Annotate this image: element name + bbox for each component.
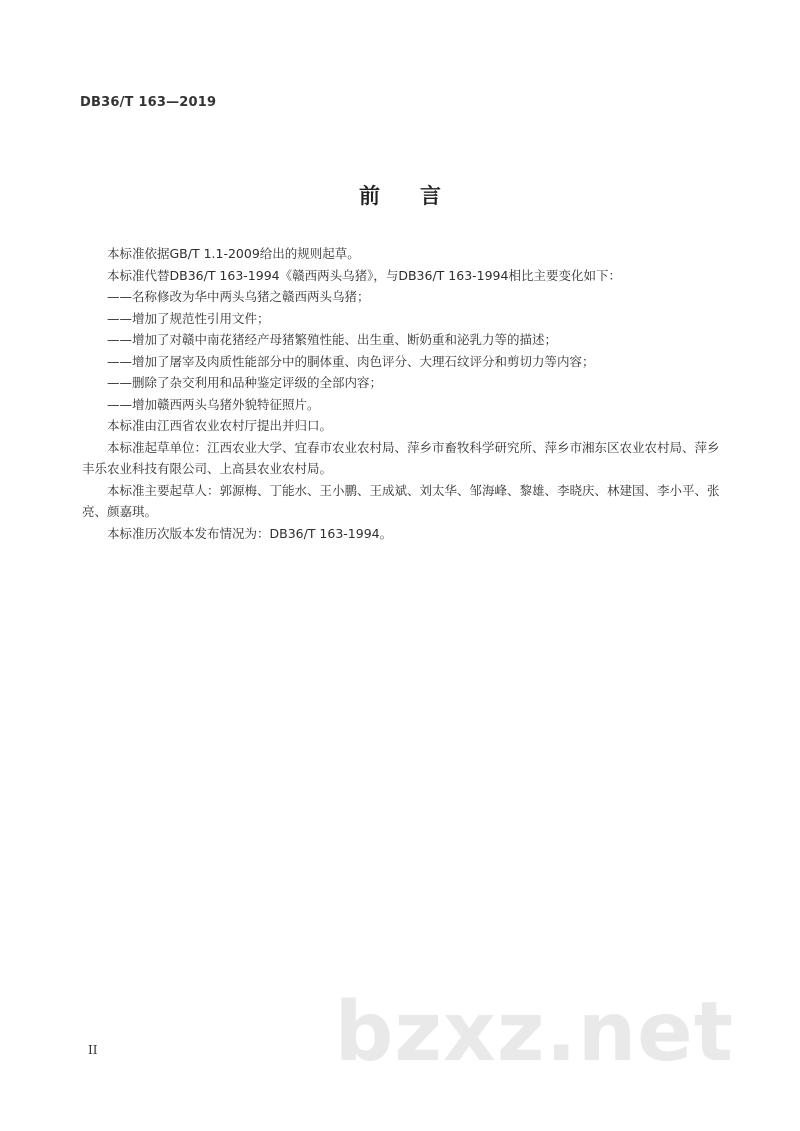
- watermark: bzxz.net: [334, 985, 734, 1080]
- foreword-body: [82, 243, 722, 544]
- change-item: ——增加了对赣中南花猪经产母猪繁殖性能、出生重、断奶重和泌乳力等的描述；: [107, 332, 558, 347]
- change-item: ——名称修改为华中两头乌猪之赣西两头乌猪；: [107, 289, 370, 304]
- page-number: II: [88, 1043, 98, 1057]
- change-item: ——增加了规范性引用文件；: [107, 310, 270, 326]
- title-char-1: 前: [359, 184, 380, 208]
- change-item: ——增加赣西两头乌猪外貌特征照片。: [107, 396, 320, 412]
- page-title: [0, 180, 800, 210]
- paragraph-replacement: 本标准代替DB36/T 163-1994《赣西两头乌猪》，与DB36/T 163-1994相比主要变化如下：: [107, 267, 621, 283]
- change-item: ——增加了屠宰及肉质性能部分中的胴体重、肉色评分、大理石纹评分和剪切力等内容；: [107, 353, 595, 369]
- title-char-2: 言: [420, 184, 441, 208]
- paragraph-drafting-units: 本标准起草单位：江西农业大学、宜春市农业农村局、萍乡市畜牧科学研究所、萍乡市湘东区农业农村局、萍乡丰乐农业科技有限公司、上高县农业农村局。: [82, 439, 720, 476]
- paragraph-proposed-by: 本标准由江西省农业农村厅提出并归口。: [107, 418, 333, 433]
- paragraph-drafters: 本标准主要起草人：郭源梅、丁能水、王小鹏、王成斌、刘太华、邹海峰、黎雄、李晓庆、林建国、李小平、张亮、颜嘉琪。: [82, 482, 720, 519]
- paragraph-drafting-rules: 本标准依据GB/T 1.1-2009给出的规则起草。: [107, 246, 360, 261]
- paragraph-version-history: 本标准历次版本发布情况为：DB36/T 163-1994。: [107, 525, 393, 541]
- change-item: ——删除了杂交利用和品种鉴定评级的全部内容；: [107, 375, 383, 390]
- document-code: DB36/T 163—2019: [80, 95, 217, 110]
